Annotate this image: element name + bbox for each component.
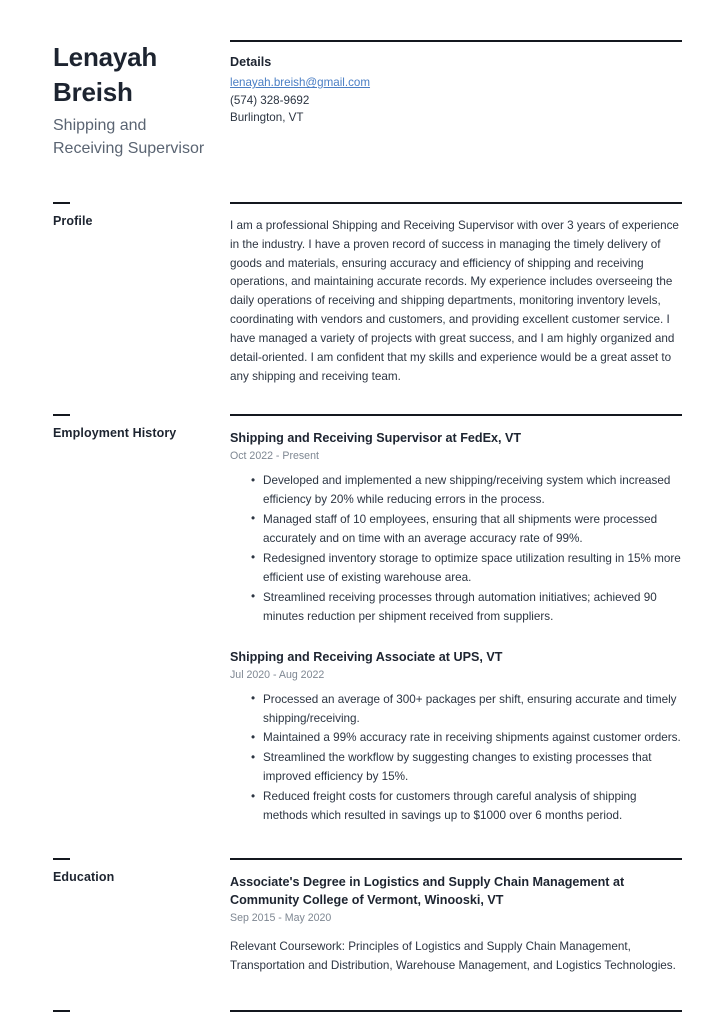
job-title [53, 115, 230, 160]
next-section-partial [0, 1010, 724, 1021]
next-section-dash-marker [53, 1010, 70, 1012]
profile-content [230, 202, 724, 388]
profile-dash-marker [53, 202, 70, 204]
header-identity [0, 40, 230, 161]
employment-entry-bullets [230, 691, 682, 827]
name-line-1: Lenayah [53, 42, 158, 72]
employment-section [0, 414, 724, 827]
next-section-label-wrap [0, 1010, 230, 1021]
employment-dash-marker [53, 414, 70, 416]
section-label-employment: Employment History [53, 426, 177, 441]
education-content [230, 858, 724, 976]
education-section [0, 858, 724, 976]
employment-entry [230, 429, 682, 627]
list-item: • Managed staff of 10 employees, ensuring that all shipments were processed accurately and on time with an average accuracy rate of 99%. [251, 511, 682, 549]
details-heading: Details [230, 55, 272, 69]
list-item: • Reduced freight costs for customers through careful analysis of shipping methods which resulted in savings up to $1000 over 6 months period. [251, 788, 682, 826]
education-entry [230, 873, 682, 976]
phone-text: (574) 328-9692 [230, 93, 310, 107]
header-section [0, 0, 724, 161]
profile-label-wrap [0, 202, 230, 229]
job-title-line-2: Receiving Supervisor [53, 139, 205, 157]
education-entry-date: Sep 2015 - May 2020 [230, 912, 332, 925]
name-line-2: Breish [53, 76, 133, 107]
employment-label-wrap [0, 414, 230, 441]
employment-entry [230, 648, 682, 827]
next-section-content [230, 1010, 724, 1012]
education-label-wrap [0, 858, 230, 885]
education-entry-title: Associate's Degree in Logistics and Supply Chain Management at Community College of Vermont, Winooski, VT [230, 875, 625, 908]
employment-entry-date: Oct 2022 - Present [230, 450, 319, 463]
details-section [230, 40, 724, 127]
page-title [53, 40, 230, 109]
employment-entry-title: Shipping and Receiving Associate at UPS, VT [230, 649, 503, 664]
education-dash-marker [53, 858, 70, 860]
next-section-divider [230, 1010, 682, 1012]
list-item: • Streamlined the workflow by suggesting changes to existing processes that improved efficiency by 15%. [251, 749, 682, 787]
employment-entry-date: Jul 2020 - Aug 2022 [230, 668, 325, 681]
location-text: Burlington, VT [230, 111, 304, 125]
list-item: • Streamlined receiving processes through automation initiatives; achieved 90 minutes reduction per shipment received from suppliers. [251, 589, 682, 627]
employment-entry-title: Shipping and Receiving Supervisor at FedEx, VT [230, 431, 522, 446]
employment-entry-bullets [230, 472, 682, 627]
list-item: • Processed an average of 300+ packages per shift, ensuring accurate and timely shipping/receiving. [251, 691, 682, 729]
profile-section [0, 202, 724, 388]
email-link[interactable]: lenayah.breish@gmail.com [230, 76, 371, 90]
education-entry-description: Relevant Coursework: Principles of Logistics and Supply Chain Management, Transportation and Distribution, Warehouse Management, and Logistics Technologies. [230, 940, 676, 973]
section-label-education: Education [53, 870, 115, 885]
employment-content [230, 414, 724, 827]
section-label-profile: Profile [53, 213, 93, 228]
list-item: • Developed and implemented a new shipping/receiving system which increased efficiency by 20% while reducing errors in the process. [251, 472, 682, 510]
list-item: • Redesigned inventory storage to optimize space utilization resulting in 15% more efficient use of existing warehouse area. [251, 550, 682, 588]
list-item: • Maintained a 99% accuracy rate in receiving shipments against customer orders. [251, 729, 682, 748]
job-title-line-1: Shipping and [53, 117, 147, 135]
profile-text: I am a professional Shipping and Receiving Supervisor with over 3 years of experience in the industry. I have a proven record of success in managing the timely delivery of goods and materials, ensuring accuracy and efficiency of shipping and receiving operations, and maintaining accurate records. My experience includes overseeing the daily operations of receiving and shipping departments, monitoring inventory levels, coordinating with vendors and customers, and providing excellent customer service. I have managed a variety of projects with great success, and I am highly organized and detail-oriented. I am confident that my skills and experience would be a great asset to any shipping and receiving team. [230, 218, 679, 384]
